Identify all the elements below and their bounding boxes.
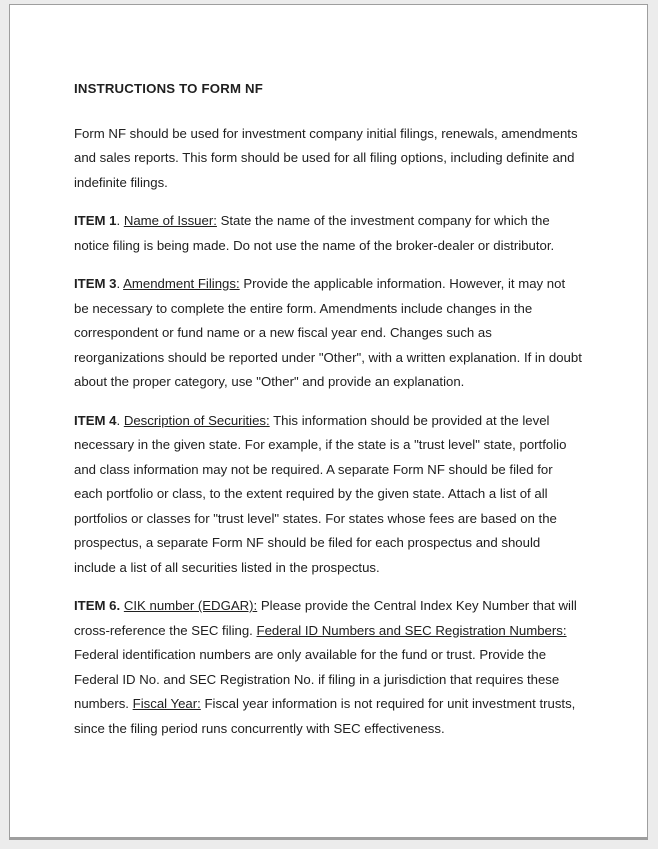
text-run: Description of Securities: bbox=[123, 412, 270, 428]
paragraph-intro bbox=[74, 122, 583, 196]
text-run: ITEM 1 bbox=[74, 213, 117, 228]
text-run: Form NF should be used for investment company initial filings, renewals, amendments and sales reports. This form should be used for all filing options, including definite and indefinite filings. bbox=[74, 125, 578, 190]
text-run: . bbox=[116, 213, 124, 228]
text-run: ITEM 4 bbox=[74, 412, 117, 428]
text-run: This information should be provided at the level necessary in the given state. For example, if the state is a "trust level" state, portfolio and class information may not be required. A separate Form NF should be filed for each portfolio or class, to the extent required by the given state. Attach a list of all portfolios or classes for "trust level" states. For states whose fees are based on the prospectus, a separate Form NF should be filed for each prospectus and should include a list of all securities listed in the prospectus. bbox=[74, 412, 567, 575]
text-run: Fiscal year information is not required for unit investment trusts, since the filing period runs concurrently with SEC effectiveness. bbox=[74, 696, 576, 736]
text-run: Fiscal Year: bbox=[132, 696, 201, 711]
document-body bbox=[74, 122, 583, 742]
document-heading: INSTRUCTIONS TO FORM NF bbox=[74, 81, 263, 96]
text-run: Please provide the Central Index Key Number that will cross-reference the SEC filing. bbox=[74, 598, 577, 638]
text-run: CIK number (EDGAR): bbox=[123, 598, 258, 613]
text-run: Provide the applicable information. However, it may not be necessary to complete the entire form. Amendments include changes in the correspondent or fund name or a new fiscal year end. Changes such as reorganizations should be reported under "Other", with a written explanation. If in doubt about the proper category, use "Other" and provide an explanation. bbox=[74, 276, 582, 389]
text-run: State the name of the investment company for which the notice filing is being made. Do not use the name of the broker-dealer or distributor. bbox=[74, 213, 555, 253]
text-run: ITEM 6. bbox=[74, 598, 121, 613]
paragraph-item-4 bbox=[74, 409, 583, 581]
paragraph-item-3 bbox=[74, 272, 583, 395]
text-run: Name of Issuer: bbox=[123, 213, 217, 228]
text-run: . bbox=[116, 412, 124, 428]
text-run: ITEM 3 bbox=[74, 276, 117, 291]
text-run: Federal identification numbers are only available for the fund or trust. Provide the Federal ID No. and SEC Registration No. if filing in a jurisdiction that requires these numbers. bbox=[74, 647, 560, 711]
document-page bbox=[9, 4, 648, 840]
text-run: Federal ID Numbers and SEC Registration Numbers: bbox=[256, 622, 567, 638]
text-run: Amendment Filings: bbox=[123, 276, 240, 291]
paragraph-item-1 bbox=[74, 209, 583, 258]
text-run: . bbox=[116, 276, 124, 291]
paragraph-item-6 bbox=[74, 594, 583, 741]
